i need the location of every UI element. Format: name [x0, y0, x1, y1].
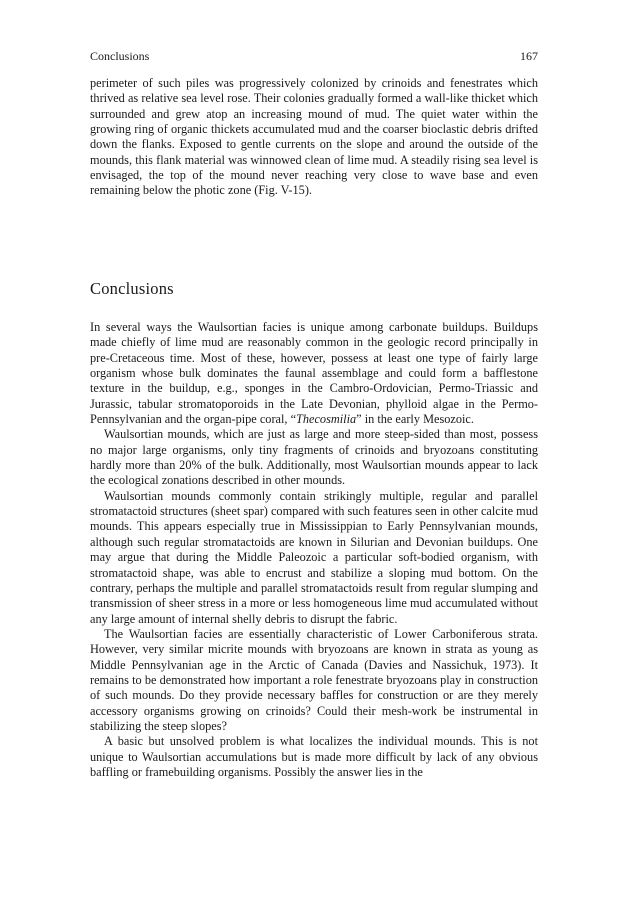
intro-paragraph: perimeter of such piles was progressively colonized by crinoids and fenestrates which thrived as relative sea level rose. Their colonies gradually formed a wall-like thicket which surrounded and grew atop an increasing mound of mud. The quiet water within the growing ring of organic thickets accumulated mud and the coarser bioclastic debris drifted down the flanks. Exposed to gentle currents on the slope and around the outside of the mounds, this flank material was winnowed clean of lime mud. A steadily rising sea level is envisaged, the top of the mound never reaching very close to wave base and even remaining below the photic zone (Fig. V-15).: [90, 76, 538, 198]
paragraph-1-italic-genus: Thecosmilia: [296, 412, 357, 427]
running-header-title: Conclusions: [90, 49, 150, 63]
section-body: [90, 320, 538, 780]
paragraph-3: Waulsortian mounds commonly contain strikingly multiple, regular and parallel stromatactoid structures (sheet spar) compared with such features seen in other calcite mud mounds. This appears especially true in Mississippian to Early Pennsylvanian mounds, although such regular stromatactoids are known in Silurian and Devonian buildups. One may argue that during the Middle Paleozoic a particular soft-bodied organism, with stromatactoid shape, was able to encrust and stabilize a sloping mud bottom. On the contrary, perhaps the multiple and parallel stromatactoids result from regular slumping and transmission of sheer stress in a more or less homogeneous lime mud accumulated without any large amount of internal shelly debris to disrupt the fabric.: [90, 488, 538, 626]
paragraph-2: Waulsortian mounds, which are just as large and more steep-sided than most, possess no major large organisms, only tiny fragments of crinoids and bryozoans constituting hardly more than 20% of the bulk. Additionally, most Waulsortian mounds appear to lack the ecological zonations described in other mounds.: [90, 427, 538, 488]
intro-paragraph-block: [90, 76, 538, 199]
paragraph-1: [90, 320, 538, 427]
section-heading: Conclusions: [90, 279, 174, 298]
paragraph-1-text-end: ” in the early Mesozoic.: [356, 412, 474, 427]
paragraph-1-text: In several ways the Waulsortian facies is unique among carbonate buildups. Buildups made chiefly of lime mud are reasonably common in the geologic record principally in pre-Cretaceous time. Most of these, however, possess at least one type of fairly large organism whose bulk dominates the faunal assemblage and could form a bafflestone texture in the buildup, e.g., sponges in the Cambro-Ordovician, Permo-Triassic and Jurassic, tabular stromatoporoids in the Late Devonian, phylloid algae in the Permo-Pennsylvanian and the organ-pipe coral, “: [90, 320, 538, 427]
running-header: [90, 48, 538, 64]
paragraph-5: A basic but unsolved problem is what localizes the individual mounds. This is not unique to Waulsortian accumulations but is made more difficult by lack of any obvious baffling or framebuilding organisms. Possibly the answer lies in the: [90, 734, 538, 779]
paragraph-4: The Waulsortian facies are essentially characteristic of Lower Carboniferous strata. However, very similar micrite mounds with bryozoans are known in strata as young as Middle Pennsylvanian age in the Arctic of Canada (Davies and Nassichuk, 1973). It remains to be demonstrated how important a role fenestrate bryozoans play in construction of such mounds. Do they provide necessary baffles for construction or are they merely accessory organisms growing on crinoids? Could their mesh-work be instrumental in stabilizing the steep slopes?: [90, 626, 538, 733]
page-number: 167: [520, 49, 538, 63]
